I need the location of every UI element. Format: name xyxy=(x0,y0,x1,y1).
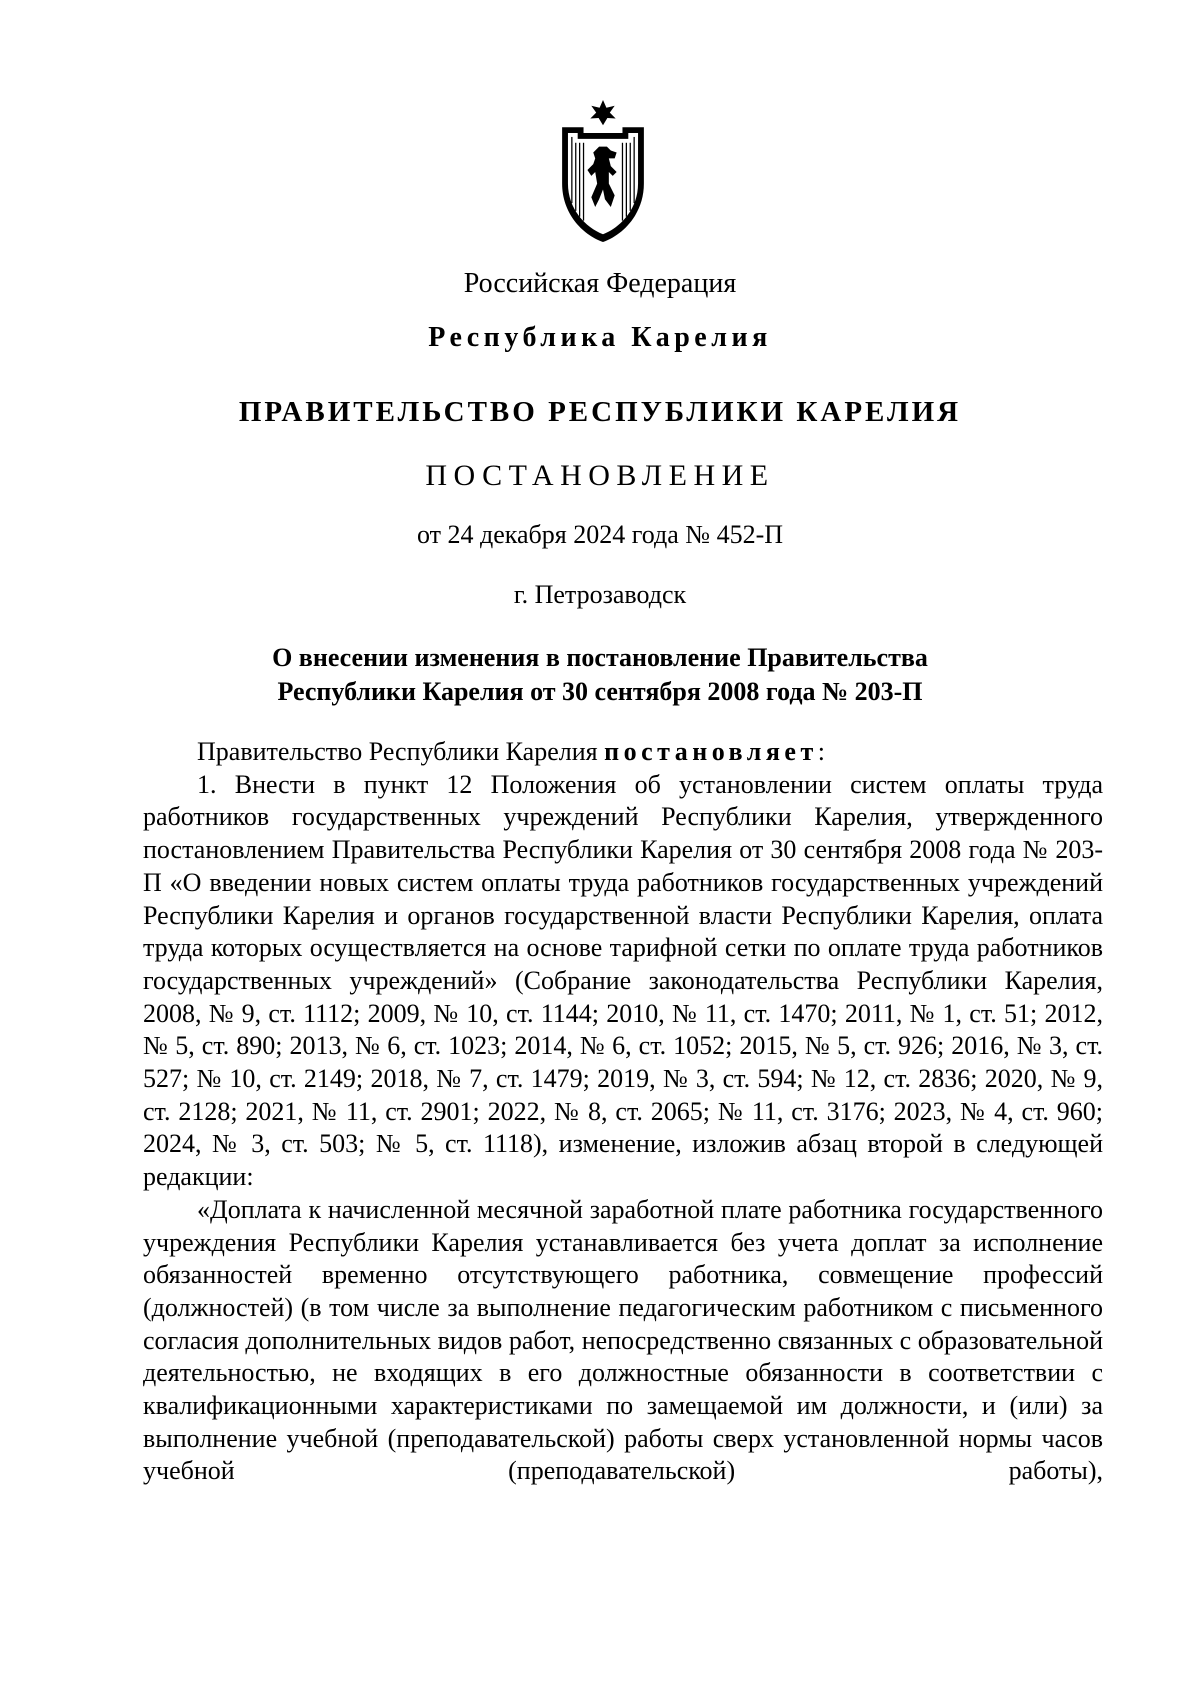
document-type: ПОСТАНОВЛЕНИЕ xyxy=(425,459,775,492)
republic-name: Республика Карелия xyxy=(428,322,772,353)
intro-prefix: Правительство Республики Карелия xyxy=(197,737,598,766)
country-name: Российская Федерация xyxy=(463,268,737,299)
paragraph-1: 1. Внести в пункт 12 Положения об установлении систем оплаты труда работников государственных учреждений Республики Карелия, утвержденного постановлением Правительства Республики Карелия от 30 сентября 2008 года № 203-П «О введении новых систем оплаты труда работников государственных учреждений Республики Карелия и органов государственной власти Республики Карелия, оплата труда которых осуществляется на основе тарифной сетки по оплате труда работников государственных учреждений» (Собрание законодательства Республики Карелия, 2008, № 9, ст. 1112; 2009, № 10, ст. 1144; 2010, № 11, ст. 1470; 2011, № 1, ст. 51; 2012, № 5, ст. 890; 2013, № 6, ст. 1023; 2014, № 6, ст. 1052; 2015, № 5, ст. 926; 2016, № 3, ст. 527; № 10, ст. 2149; 2018, № 7, ст. 1479; 2019, № 3, ст. 594; № 12, ст. 2836; 2020, № 9, ст. 2128; 2021, № 11, ст. 2901; 2022, № 8, ст. 2065; № 11, ст. 3176; 2023, № 4, ст. 960; 2024, № 3, ст. 503; № 5, ст. 1118), изменение, изложив абзац второй в следующей редакции: xyxy=(143,769,1103,1192)
government-name: ПРАВИТЕЛЬСТВО РЕСПУБЛИКИ КАРЕЛИЯ xyxy=(238,396,962,428)
paragraph-2: «Доплата к начисленной месячной заработной плате работника государственного учреждения Республики Карелия устанавливается без учета доплат за исполнение обязанностей временно отсутствующего работника, совмещение профессий (должностей) (в том числе за выполнение педагогическим работником с письменного согласия дополнительных видов работ, непосредственно связанных с образовательной деятельностью, не входящих в его должностные обязанности в соответствии с квалификационными характеристиками по замещаемой им должности, и (или) за выполнение учебной (преподавательской) работы сверх установленной нормы часов учебной (преподавательской) работы), xyxy=(143,1194,1103,1486)
document-title-line-1: О внесении изменения в постановление Правительства xyxy=(272,643,928,672)
document-city: г. Петрозаводск xyxy=(513,580,687,609)
intro-suffix: : xyxy=(817,737,825,766)
intro-paragraph xyxy=(143,736,1103,769)
document-date-number: от 24 декабря 2024 года № 452-П xyxy=(416,520,784,549)
coat-of-arms-karelia-icon xyxy=(554,98,652,244)
document-body xyxy=(143,736,1103,1488)
document-title-line-2: Республики Карелия от 30 сентября 2008 года № 203-П xyxy=(277,677,923,706)
intro-resolves: постановляет xyxy=(604,737,818,766)
document-title xyxy=(0,641,1200,709)
